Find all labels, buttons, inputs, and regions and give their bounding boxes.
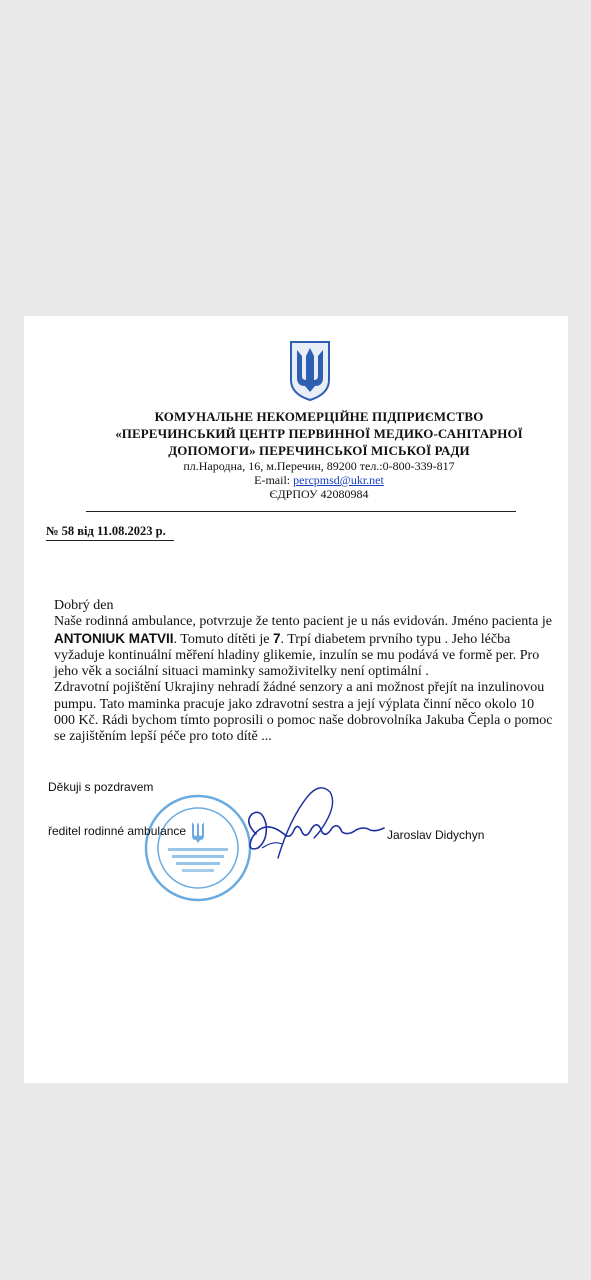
paragraph-2: Zdravotní pojištění Ukrajiny nehradí žádné senzory a ani možnost přejít na inzulinovou pumpu. Tato maminka pracuje jako zdravotní sestra a její výplata činní něco okolo 10 000 Kč. Rádi bychom tímto poprosili o pomoc naše dobrovolníka Jakuba Čepla o pomoc se zajištěním lepší péče pro toto dítě ...	[54, 680, 553, 745]
org-name-line-3: ДОПОМОГИ» ПЕРЕЧИНСЬКОЇ МІСЬКОЇ РАДИ	[168, 443, 470, 458]
patient-age: 7	[272, 630, 281, 646]
handwritten-signature	[238, 778, 388, 876]
paragraph-1	[54, 614, 554, 680]
org-name-line-2: «ПЕРЕЧИНСЬКИЙ ЦЕНТР ПЕРВИННОЇ МЕДИКО-САНІТАРНОЇ	[115, 426, 523, 441]
email-link[interactable]: percpmsd@ukr.net	[293, 473, 384, 487]
org-edrpou: ЄДРПОУ 42080984	[269, 487, 369, 501]
signer-name: Jaroslav Didychyn	[387, 828, 485, 842]
closing-text: Děkuji s pozdravem	[48, 780, 154, 794]
patient-name: ANTONIUK MATVII	[54, 630, 174, 646]
org-address: пл.Народна, 16, м.Перечин, 89200 тел.:0-800-339-817	[183, 459, 455, 473]
paragraph-1-text-b: . Tomuto dítěti je	[173, 631, 273, 647]
email-label: E-mail:	[254, 473, 291, 487]
paragraph-1-text-a: Naše rodinná ambulance, potvrzuje že tento pacient je u nás evidován. Jméno pacienta je	[54, 614, 552, 630]
org-email	[84, 473, 554, 488]
org-name-line-1: КОМУНАЛЬНЕ НЕКОМЕРЦІЙНЕ ПІДПРИЄМСТВО	[154, 409, 484, 424]
letter-page	[24, 316, 568, 1083]
paragraph-1-text-c: . Trpí diabetem prvního typu . Jeho léčba vyžaduje kontinuální měření hladiny glikemie, inzulín se mu podává ve formě per. Pro jeho věk a sociální situaci maminky samoživitelky není optimální .	[54, 631, 540, 680]
greeting: Dobrý den	[54, 598, 114, 613]
header-divider	[86, 511, 516, 512]
letter-body	[54, 598, 554, 746]
trident-emblem-icon	[287, 340, 333, 402]
signer-role: ředitel rodinné ambulance	[48, 824, 187, 838]
document-reference: № 58 від 11.08.2023 р.	[46, 524, 174, 541]
